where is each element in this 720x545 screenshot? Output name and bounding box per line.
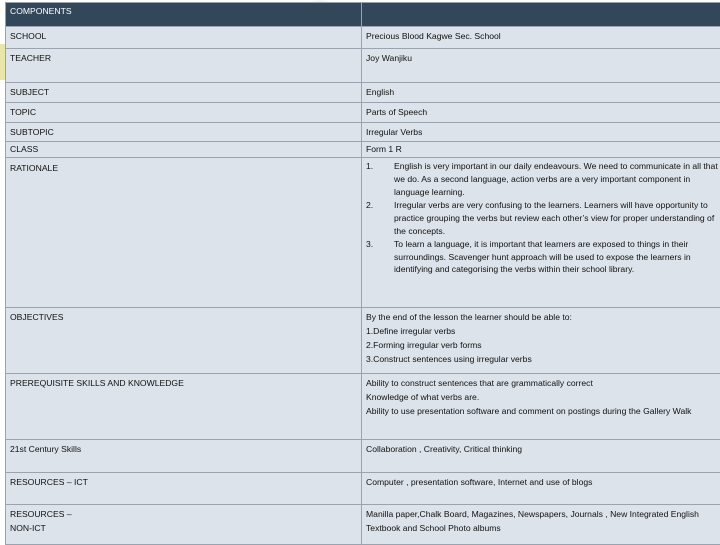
row-class bbox=[6, 142, 720, 158]
row-objectives bbox=[6, 308, 720, 374]
prerequisite-line: Knowledge of what verbs are. bbox=[366, 391, 720, 405]
label-resources-ict: RESOURCES – ICT bbox=[6, 473, 362, 505]
prerequisite-line: Ability to construct sentences that are grammatically correct bbox=[366, 377, 720, 391]
lesson-plan-table-container bbox=[5, 2, 718, 545]
rationale-item-number: 1. bbox=[366, 160, 394, 199]
row-school bbox=[6, 27, 720, 49]
value-teacher: Joy Wanjiku bbox=[362, 49, 720, 83]
row-resources-ict bbox=[6, 473, 720, 505]
row-teacher bbox=[6, 49, 720, 83]
value-21st-century-skills: Collaboration , Creativity, Critical thinking bbox=[362, 440, 720, 473]
value-objectives bbox=[362, 308, 720, 374]
header-empty bbox=[362, 3, 720, 27]
rationale-item bbox=[366, 199, 720, 238]
label-resources-non-ict-line2: NON-ICT bbox=[10, 522, 357, 536]
lesson-plan-table bbox=[5, 2, 720, 545]
row-rationale bbox=[6, 158, 720, 308]
value-rationale bbox=[362, 158, 720, 308]
objectives-line: 1.Define irregular verbs bbox=[366, 325, 720, 339]
label-rationale: RATIONALE bbox=[6, 158, 362, 308]
table-header-row bbox=[6, 3, 720, 27]
objectives-line: 3.Construct sentences using irregular verbs bbox=[366, 353, 720, 367]
label-topic: TOPIC bbox=[6, 102, 362, 122]
rationale-item-number: 3. bbox=[366, 238, 394, 277]
label-school: SCHOOL bbox=[6, 27, 362, 49]
label-21st-century-skills: 21st Century Skills bbox=[6, 440, 362, 473]
row-resources-non-ict bbox=[6, 505, 720, 545]
rationale-item-text: To learn a language, it is important that learners are exposed to things in their surroundings. Scavenger hunt approach will be used to expose the learners in identifying and categorising the verbs within their school library. bbox=[394, 238, 720, 277]
value-resources-ict: Computer , presentation software, Internet and use of blogs bbox=[362, 473, 720, 505]
objectives-line: By the end of the lesson the learner should be able to: bbox=[366, 311, 720, 325]
label-resources-non-ict bbox=[6, 505, 362, 545]
value-class: Form 1 R bbox=[362, 142, 720, 158]
label-teacher: TEACHER bbox=[6, 49, 362, 83]
rationale-item-number: 2. bbox=[366, 199, 394, 238]
label-subject: SUBJECT bbox=[6, 83, 362, 103]
label-resources-non-ict-line1: RESOURCES – bbox=[10, 508, 357, 522]
value-school: Precious Blood Kagwe Sec. School bbox=[362, 27, 720, 49]
value-topic: Parts of Speech bbox=[362, 102, 720, 122]
rationale-item-text: English is very important in our daily endeavours. We need to communicate in all that we do. As a second language, action verbs are a very important component in language learning. bbox=[394, 160, 720, 199]
rationale-item bbox=[366, 238, 720, 277]
label-subtopic: SUBTOPIC bbox=[6, 122, 362, 142]
row-topic bbox=[6, 102, 720, 122]
row-subtopic bbox=[6, 122, 720, 142]
row-prerequisite bbox=[6, 374, 720, 440]
row-21st-century-skills bbox=[6, 440, 720, 473]
label-objectives: OBJECTIVES bbox=[6, 308, 362, 374]
value-subtopic: Irregular Verbs bbox=[362, 122, 720, 142]
value-prerequisite bbox=[362, 374, 720, 440]
rationale-item-text: Irregular verbs are very confusing to the learners. Learners will have opportunity to practice grouping the verbs but review each other’s view for proper understanding of the concepts. bbox=[394, 199, 720, 238]
value-subject: English bbox=[362, 83, 720, 103]
rationale-list bbox=[366, 160, 720, 276]
label-prerequisite: PREREQUISITE SKILLS AND KNOWLEDGE bbox=[6, 374, 362, 440]
rationale-item bbox=[366, 160, 720, 199]
header-components: COMPONENTS bbox=[6, 3, 362, 27]
row-subject bbox=[6, 83, 720, 103]
objectives-line: 2.Forming irregular verb forms bbox=[366, 339, 720, 353]
label-class: CLASS bbox=[6, 142, 362, 158]
value-resources-non-ict: Manilla paper,Chalk Board, Magazines, Newspapers, Journals , New Integrated English Textbook and School Photo albums bbox=[362, 505, 720, 545]
prerequisite-line: Ability to use presentation software and comment on postings during the Gallery Walk bbox=[366, 405, 720, 419]
